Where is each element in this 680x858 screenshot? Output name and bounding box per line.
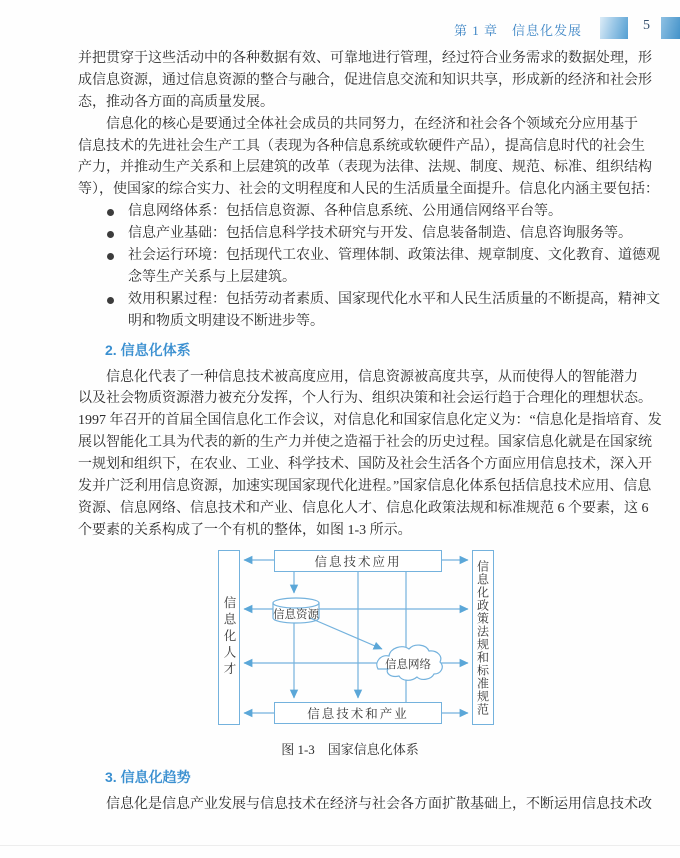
paragraph-line: 信息化是信息产业发展与信息技术在经济与社会各方面扩散基础上，不断运用信息技术改 [106,797,652,812]
section-heading-3: 3. 信息化趋势 [105,769,191,785]
bullet-text: 信息网络体系：包括信息资源、各种信息系统、公用通信网络平台等。 [128,204,562,220]
figure-1-3 [200,545,500,760]
chapter-header: 第 1 章 信息化发展 [453,23,582,38]
header-edge-block [661,17,680,39]
paragraph-line: 展以智能化工具为代表的新的生产力并使之造福于社会的历史过程。国家信息化就是在国家统 [78,435,652,451]
paragraph-line: 产力，并推动生产关系和上层建筑的改革（表现为法律、法规、制度、规范、标准、组织结构 [78,160,652,176]
paragraph-line: 发并广泛利用信息资源，加速实现国家现代化进程。”国家信息化体系包括信息技术应用、信息 [78,479,652,495]
diagram-node-it-application: 信息技术应用 [274,550,442,572]
bullet-icon [107,297,114,304]
paragraph-line: 一规划和组织下，在农业、工业、科学技术、国防及社会生活各个方面应用信息技术，深入开 [78,457,652,473]
paragraph-line: 并把贯穿于这些活动中的各种数据有效、可靠地进行管理，经过符合业务需求的数据处理，形 [78,51,652,66]
diagram-node-talent: 信息化人才 [218,550,240,725]
section-heading-2: 2. 信息化体系 [105,341,191,358]
paragraph-line: 资源、信息网络、信息技术和产业、信息化人才、信息化政策法规和标准规范 6 个要素，这 6 [78,500,649,516]
bullet-text: 信息产业基础：包括信息科学技术研究与开发、信息装备制造、信息咨询服务等。 [128,226,632,242]
bullet-item [78,223,632,245]
bottom-text-column [78,766,652,816]
diagram-arrows [200,545,500,760]
paragraph-line: 等），使国家的综合实力、社会的文明程度和人民的生活质量全面提升。信息化内涵主要包括： [78,182,659,198]
bullet-text: 效用积累过程：包括劳动者素质、国家现代化水平和人民生活质量的不断提高，精神文 [128,291,660,307]
paragraph-line: 态，推动各方面的高质量发展。 [78,94,274,110]
bullet-item [78,201,606,223]
paragraph-line: 信息化代表了一种信息技术被高度应用，信息资源被高度共享，从而使得人的智能潜力 [106,369,638,385]
diagram-node-it-industry: 信息技术和产业 [274,702,442,724]
bullet-icon [107,209,114,216]
paragraph-line: 以及社会物质资源潜力被充分发挥，个人行为、组织决策和社会运行趋于合理化的理想状态。 [78,391,652,407]
paragraph-line: 成信息资源，通过信息资源的整合与融合，促进信息交流和知识共享，形成新的经济和社会形 [78,72,652,88]
diagram-node-info-network: 信息网络 [385,659,431,671]
page-number: 5 [643,18,650,33]
header-gradient-block [600,17,628,39]
paragraph-line: 信息技术的先进社会生产工具（表现为各种信息系统或软硬件产品），提高信息时代的社会生 [78,138,645,154]
bullet-icon [107,231,114,238]
bullet-text-continued: 念等生产关系与上层建筑。 [128,269,296,285]
paragraph-line: 1997 年召开的首届全国信息化工作会议，对信息化和国家信息化定义为：“信息化是指培育、发 [78,413,662,429]
bullet-item [78,289,660,311]
figure-caption: 图 1-3 国家信息化体系 [281,742,419,757]
page-bottom-scan-line [0,845,680,846]
bullet-icon [107,253,114,260]
bullet-item [78,245,660,267]
diagram-node-policy: 信息化政策法规和标准规范 [472,550,494,725]
paragraph-line: 信息化的核心是要通过全体社会成员的共同努力，在经济和社会各个领域充分应用基于 [106,116,638,132]
bullet-text-continued: 明和物质文明建设不断进步等。 [128,313,324,329]
paragraph-line: 个要素的关系构成了一个有机的整体，如图 1-3 所示。 [78,522,412,538]
main-text-column [78,48,662,542]
diagram-node-info-resources: 信息资源 [273,609,319,621]
bullet-text: 社会运行环境：包括现代工农业、管理体制、政策法律、规章制度、文化教育、道德观 [128,248,660,264]
